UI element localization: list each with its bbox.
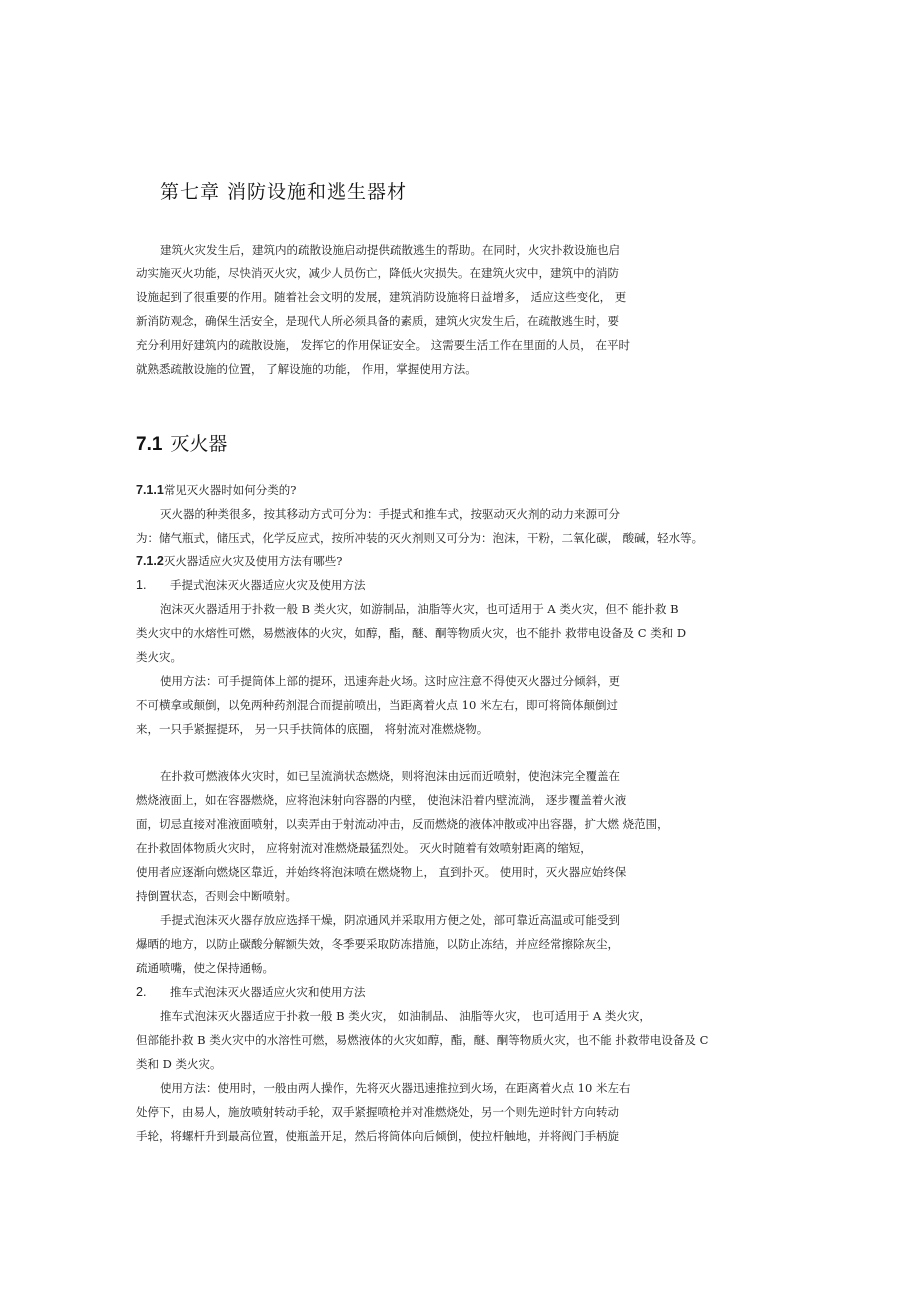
list-item-heading xyxy=(136,578,366,592)
paragraph-line: 手轮，将螺杆升到最高位置，使瓶盖开足，然后将筒体向后倾倒，使拉杆触地，并将阀门手柄旋 xyxy=(136,1129,619,1143)
chapter-title: 第七章 消防设施和逃生器材 xyxy=(160,181,408,203)
paragraph-line: 使用者应逐渐向燃烧区靠近，并始终将泡沫喷在燃烧物上， 直到扑灭。 使用时，灭火器应始终保 xyxy=(136,865,627,879)
intro-line: 就熟悉疏散设施的位置， 了解设施的功能， 作用，掌握使用方法。 xyxy=(136,362,477,376)
intro-line: 充分利用好建筑内的疏散设施， 发挥它的作用保证安全。 这需要生活工作在里面的人员， 在平时 xyxy=(136,338,630,352)
list-item-heading xyxy=(136,985,366,999)
subsection-number: 7.1.2 xyxy=(136,554,164,568)
intro-line: 动实施灭火功能，尽快消灭火灾，减少人员伤亡，降低火灾损失。在建筑火灾中，建筑中的消防 xyxy=(136,266,619,280)
paragraph-line: 在扑救固体物质火灾时， 应将射流对准燃烧最猛烈处。 灭火时随着有效喷射距离的缩短， xyxy=(136,841,592,855)
paragraph-line: 处停下，由易人，施放喷射转动手轮，双手紧握喷枪并对准燃烧处，另一个则先逆时针方向转动 xyxy=(136,1105,619,1119)
paragraph-line: 持倒置状态，否则会中断喷射。 xyxy=(136,889,297,903)
paragraph-line: 疏通喷嘴，使之保持通畅。 xyxy=(136,961,274,975)
paragraph-line: 不可横拿或颠倒，以免两种药剂混合而提前喷出，当距离着火点 10 米左右，即可将筒体颠倒过 xyxy=(136,698,618,712)
list-item-number: 1. xyxy=(136,578,147,592)
list-item-title: 手提式泡沫灭火器适应火灾及使用方法 xyxy=(170,578,366,592)
section-heading xyxy=(136,432,227,457)
intro-line: 设施起到了很重要的作用。随着社会文明的发展，建筑消防设施将日益增多， 适应这些变化， 更 xyxy=(136,290,627,304)
paragraph-line: 面，切忌直接对准液面喷射，以卖弄由于射流动冲击，反而燃烧的液体冲散或冲出容器，扩大燃 烧范围， xyxy=(136,817,669,831)
subsection-heading xyxy=(136,483,296,497)
paragraph-line: 类火灾中的水熔性可燃，易燃液体的火灾，如醇，酯，醚、酮等物质火灾，也不能扑 救带电设备及 C 类和 D xyxy=(136,626,687,640)
subsection-number: 7.1.1 xyxy=(136,483,164,497)
section-title: 灭火器 xyxy=(170,433,228,455)
paragraph-line: 使用方法：可手提筒体上部的提环，迅速奔赴火场。这时应注意不得使灭火器过分倾斜，更 xyxy=(160,674,620,688)
list-item-title: 推车式泡沫灭火器适应火灾和使用方法 xyxy=(170,985,366,999)
paragraph-line: 类火灾。 xyxy=(136,650,182,664)
paragraph-line: 灭火器的种类很多，按其移动方式可分为：手提式和推车式，按驱动灭火剂的动力来源可分 xyxy=(160,507,620,521)
paragraph-line: 推车式泡沫灭火器适应于扑救一般 B 类火灾， 如油制品、 油脂等火灾， 也可适用于 A 类火灾， xyxy=(160,1009,651,1023)
subsection-heading xyxy=(136,554,342,568)
list-item-number: 2. xyxy=(136,985,147,999)
paragraph-line: 来，一只手紧握提环， 另一只手扶筒体的底圈， 将射流对准燃烧物。 xyxy=(136,722,489,736)
subsection-title: 常见灭火器时如何分类的? xyxy=(163,483,297,497)
intro-line: 新消防观念，确保生活安全，是现代人所必须具备的素质，建筑火灾发生后，在疏散逃生时，要 xyxy=(136,314,619,328)
subsection-title: 灭火器适应火灾及使用方法有哪些? xyxy=(163,554,343,568)
paragraph-line: 为：储气瓶式，储压式，化学反应式，按所冲装的灭火剂则又可分为：泡沫，干粉，二氧化碳， 酸碱，轻水等。 xyxy=(136,531,704,545)
paragraph-line: 但部能扑救 B 类火灾中的水溶性可燃，易燃液体的火灾如醇，酯，醚、酮等物质火灾，也不能 扑救带电设备及 C xyxy=(136,1033,709,1047)
intro-line: 建筑火灾发生后，建筑内的疏散设施启动提供疏散逃生的帮助。在同时，火灾扑救设施也启 xyxy=(160,243,620,257)
paragraph-line: 手提式泡沫灭火器存放应选择干燥，阴凉通风并采取用方便之处，部可靠近高温或可能受到 xyxy=(160,913,620,927)
section-number: 7.1 xyxy=(136,434,163,455)
paragraph-line: 燃烧液面上，如在容器燃烧，应将泡沫射向容器的内壁， 使泡沫沿着内壁流淌， 逐步覆盖着火液 xyxy=(136,793,627,807)
paragraph-line: 在扑救可燃液体火灾时，如已呈流淌状态燃烧，则将泡沫由远而近喷射，使泡沫完全覆盖在 xyxy=(160,769,620,783)
paragraph-line: 泡沫灭火器适用于扑救一般 B 类火灾，如游制品，油脂等火灾，也可适用于 A 类火灾，但不 能扑救 B xyxy=(160,602,679,616)
paragraph-line: 使用方法：使用时，一般由两人操作，先将灭火器迅速推拉到火场，在距离着火点 10 米左右 xyxy=(160,1081,631,1095)
paragraph-line: 类和 D 类火灾。 xyxy=(136,1057,222,1071)
paragraph-line: 爆晒的地方，以防止碳酸分解额失效，冬季要采取防冻措施，以防止冻结，并应经常擦除灰尘， xyxy=(136,937,619,951)
